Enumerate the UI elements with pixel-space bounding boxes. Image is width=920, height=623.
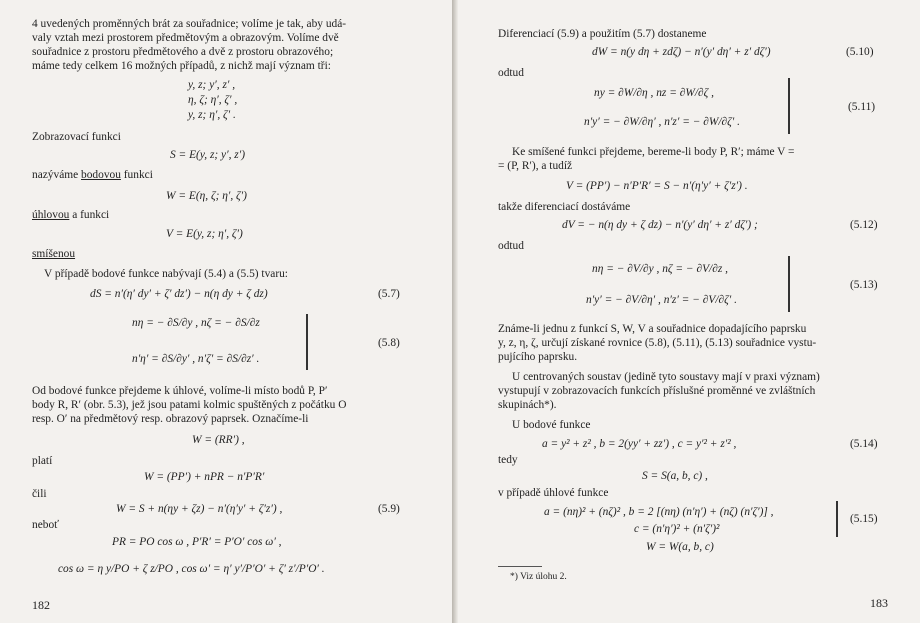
text-line: souřadnice z prostoru předmětového a dvě z prostoru obrazového; xyxy=(32,46,334,58)
equation: nη = − ∂V/∂y , nζ = − ∂V/∂z , xyxy=(592,263,728,275)
equation: S = S(a, b, c) , xyxy=(642,470,708,482)
equation-number: (5.9) xyxy=(378,503,400,515)
text-line: odtud xyxy=(498,67,524,79)
text-line: U centrovaných soustav (jedině tyto soustavy mají v praxi význam) xyxy=(512,371,820,383)
equation: W = (PP′) + nPR − n′P′R′ xyxy=(144,471,265,483)
text-line: smíšenou xyxy=(32,248,76,260)
text-line: resp. O′ na předmětový resp. obrazový paprsek. Označíme-li xyxy=(32,413,309,425)
text-line: 4 uvedených proměnných brát za souřadnice; volíme je tak, aby udá- xyxy=(32,18,347,30)
page-number: 183 xyxy=(870,596,888,610)
equation: a = (nη)² + (nζ)² , b = 2 [(nη) (n′η′) + (nζ) (n′ζ′)] , xyxy=(544,506,774,518)
equation: cos ω = η y/PO + ζ z/PO , cos ω′ = η′ y′/P′O′ + ζ′ z′/P′O′ . xyxy=(58,563,325,575)
text-line: V případě bodové funkce nabývají (5.4) a (5.5) tvaru: xyxy=(44,268,288,280)
text-line: máme tedy celkem 16 možných případů, z nichž mají význam tři: xyxy=(32,60,331,72)
equation: n′y′ = − ∂W/∂η′ , n′z′ = − ∂W/∂ζ′ . xyxy=(584,116,740,128)
equation-number: (5.11) xyxy=(848,101,876,113)
equation: η, ζ; η′, ζ′ , xyxy=(188,94,238,106)
text-line: tedy xyxy=(498,454,518,466)
equation: n′η′ = ∂S/∂y′ , n′ζ′ = ∂S/∂z′ . xyxy=(132,353,260,365)
footnote-rule xyxy=(498,566,542,567)
equation: dS = n′(η′ dy′ + ζ′ dz′) − n(η dy + ζ dz) xyxy=(90,288,268,300)
equation: PR = PO cos ω , P′R′ = P′O′ cos ω′ , xyxy=(112,536,282,548)
equation: W = W(a, b, c) xyxy=(646,541,714,553)
equation-number: (5.12) xyxy=(850,219,878,231)
brace xyxy=(788,78,790,134)
text-line: úhlovou a funkci xyxy=(32,209,110,221)
text-line: neboť xyxy=(32,519,60,531)
footnote: *) Viz úlohu 2. xyxy=(510,572,567,582)
text-line: Ke smíšené funkci přejdeme, bereme-li body P, R′; máme V = xyxy=(512,146,795,158)
equation: dW = n(y dη + zdζ) − n′(y′ dη′ + z′ dζ′) xyxy=(592,46,771,58)
text-line: Známe-li jednu z funkcí S, W, V a souřadnice dopadajícího paprsku xyxy=(498,323,807,335)
text-line: y, z, η, ζ, určují získané rovnice (5.8), (5.11), (5.13) souřadnice vystu- xyxy=(498,337,817,349)
right-page xyxy=(458,0,920,623)
text-line: body R, R′ (obr. 5.3), jež jsou patami kolmic spuštěných z počátku O xyxy=(32,399,347,411)
text-line: platí xyxy=(32,455,53,467)
equation: V = E(y, z; η′, ζ′) xyxy=(166,228,243,240)
equation: y, z; η′, ζ′ . xyxy=(188,109,236,121)
equation: y, z; y′, z′ , xyxy=(188,79,236,91)
brace xyxy=(836,501,838,537)
equation-number: (5.13) xyxy=(850,279,878,291)
brace xyxy=(306,314,308,370)
equation: ny = ∂W/∂η , nz = ∂W/∂ζ , xyxy=(594,87,714,99)
text-line: = (P, R′), a tudíž xyxy=(498,160,573,172)
text-line: Od bodové funkce přejdeme k úhlové, volíme-li místo bodů P, P′ xyxy=(32,385,328,397)
text-line: odtud xyxy=(498,240,524,252)
text-line: takže diferenciací dostáváme xyxy=(498,201,631,213)
equation-number: (5.15) xyxy=(850,513,878,525)
text-line: v případě úhlové funkce xyxy=(498,487,609,499)
equation-number: (5.14) xyxy=(850,438,878,450)
equation: n′y′ = − ∂V/∂η′ , n′z′ = − ∂V/∂ζ′ . xyxy=(586,294,737,306)
equation: W = S + n(ηy + ζz) − n′(η′y′ + ζ′z′) , xyxy=(116,503,283,515)
equation: S = E(y, z; y′, z′) xyxy=(170,149,245,161)
equation-number: (5.8) xyxy=(378,337,400,349)
brace xyxy=(788,256,790,312)
text-line: valy vztah mezi prostorem předmětovým a obrazovým. Volíme dvě xyxy=(32,32,339,44)
text-line: Zobrazovací funkci xyxy=(32,131,121,143)
left-page xyxy=(0,0,452,623)
equation: a = y² + z² , b = 2(yy′ + zz′) , c = y′² + z′² , xyxy=(542,438,737,450)
text-line: Diferenciací (5.9) a použitím (5.7) dostaneme xyxy=(498,28,707,40)
text-line: pujícího paprsku. xyxy=(498,351,578,363)
text-line: čili xyxy=(32,488,47,500)
equation: V = (PP′) − n′P′R′ = S − n′(η′y′ + ζ′z′) . xyxy=(566,180,748,192)
equation-number: (5.10) xyxy=(846,46,874,58)
equation-number: (5.7) xyxy=(378,288,400,300)
text-line: vystupují v zobrazovacích funkcích příslušné proměnné ve zvláštních xyxy=(498,385,816,397)
page-number: 182 xyxy=(32,598,50,612)
text-line: nazýváme bodovou funkci xyxy=(32,169,153,181)
equation: nη = − ∂S/∂y , nζ = − ∂S/∂z xyxy=(132,317,260,329)
equation: c = (n′η′)² + (n′ζ′)² xyxy=(634,523,720,535)
equation: W = (RR′) , xyxy=(192,434,245,446)
equation: dV = − n(η dy + ζ dz) − n′(y′ dη′ + z′ dζ′) ; xyxy=(562,219,758,231)
equation: W = E(η, ζ; η′, ζ′) xyxy=(166,190,247,202)
text-line: U bodové funkce xyxy=(512,419,591,431)
text-line: skupinách*). xyxy=(498,399,557,411)
